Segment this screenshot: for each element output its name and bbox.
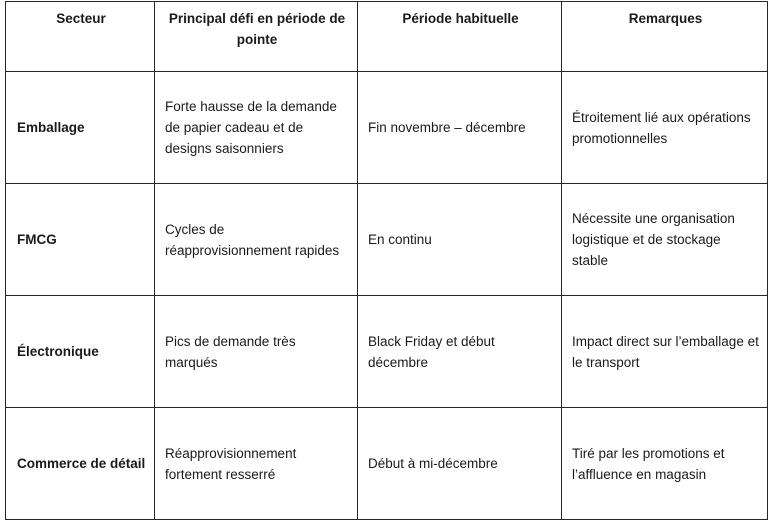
cell-sector: Commerce de détail	[6, 408, 155, 520]
cell-sector: Électronique	[6, 296, 155, 408]
cell-remarks: Étroitement lié aux opérations promotionnelles	[562, 72, 768, 184]
cell-period: En continu	[358, 184, 562, 296]
header-challenge: Principal défi en période de pointe	[155, 2, 358, 72]
table-row	[6, 184, 768, 296]
cell-challenge: Réapprovisionnement fortement resserré	[155, 408, 358, 520]
cell-remarks: Nécessite une organisation logistique et de stockage stable	[562, 184, 768, 296]
cell-challenge: Forte hausse de la demande de papier cadeau et de designs saisonniers	[155, 72, 358, 184]
header-period: Période habituelle	[358, 2, 562, 72]
cell-sector: Emballage	[6, 72, 155, 184]
table-row	[6, 296, 768, 408]
cell-challenge: Pics de demande très marqués	[155, 296, 358, 408]
table-row	[6, 72, 768, 184]
table-row	[6, 408, 768, 520]
header-remarks: Remarques	[562, 2, 768, 72]
cell-period: Black Friday et début décembre	[358, 296, 562, 408]
sector-peak-table	[5, 1, 768, 520]
cell-period: Début à mi-décembre	[358, 408, 562, 520]
cell-period: Fin novembre – décembre	[358, 72, 562, 184]
cell-remarks: Impact direct sur l’emballage et le transport	[562, 296, 768, 408]
header-sector: Secteur	[6, 2, 155, 72]
cell-challenge: Cycles de réapprovisionnement rapides	[155, 184, 358, 296]
cell-sector: FMCG	[6, 184, 155, 296]
cell-remarks: Tiré par les promotions et l’affluence en magasin	[562, 408, 768, 520]
header-row	[6, 2, 768, 72]
